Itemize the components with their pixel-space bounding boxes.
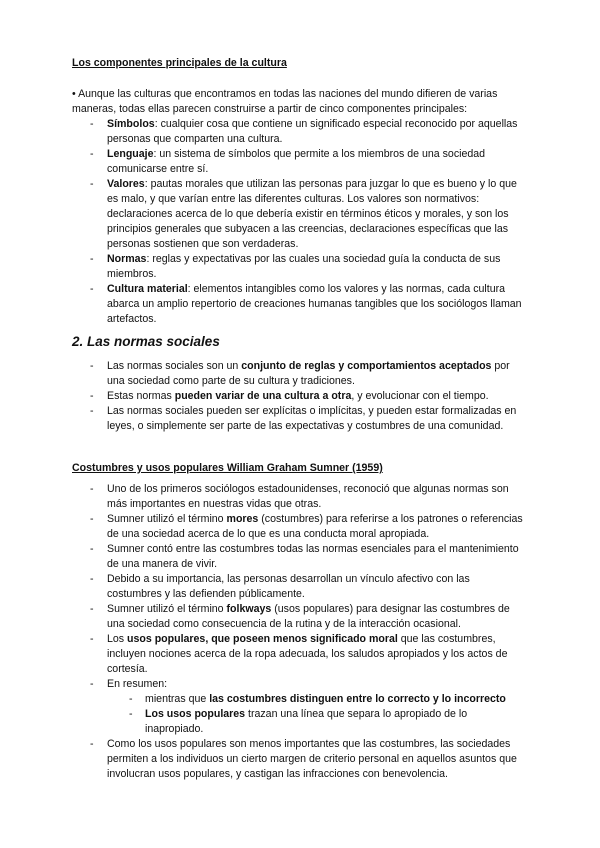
- intro-paragraph: • Aunque las culturas que encontramos en todas las naciones del mundo difieren de varias maneras, todas ellas parecen construirse a partir de cinco componentes principales:: [72, 88, 498, 115]
- term: Símbolos: [107, 118, 155, 130]
- list-item: - Normas: reglas y expectativas por las cuales una sociedad guía la conducta de sus miembros.: [90, 252, 526, 282]
- list-item: - Sumner utilizó el término folkways (usos populares) para designar las costumbres de una sociedad como consecuencia de la rutina y de la interacción ocasional.: [90, 602, 526, 632]
- list-item: - Lenguaje: un sistema de símbolos que permite a los miembros de una sociedad comunicarse entre sí.: [90, 147, 526, 177]
- list-item-summary: - En resumen: - mientras que las costumbres distinguen entre lo correcto y lo incorrecto - Los usos populares trazan una línea que separa lo apropiado de lo inapropiado.: [90, 677, 526, 737]
- list-item: - Símbolos: cualquier cosa que contiene un significado especial reconocido por aquellas personas que comparten una cultura.: [90, 117, 526, 147]
- normas-list: [90, 359, 526, 434]
- sublist-item: - mientras que las costumbres distinguen entre lo correcto y lo incorrecto: [125, 692, 526, 707]
- section-title-componentes: Los componentes principales de la cultura: [72, 57, 287, 69]
- term: Cultura material: [107, 283, 188, 295]
- list-item: - Sumner utilizó el término mores (costumbres) para referirse a los patrones o referencias de una sociedad acerca de lo que es una conducta moral apropiada.: [90, 512, 526, 542]
- term: Normas: [107, 253, 147, 265]
- list-item: - Sumner contó entre las costumbres todas las normas esenciales para el mantenimiento de una manera de vivir.: [90, 542, 526, 572]
- list-item: - Estas normas pueden variar de una cultura a otra, y evolucionar con el tiempo.: [90, 389, 526, 404]
- list-item: - Los usos populares, que poseen menos significado moral que las costumbres, incluyen nociones acerca de la ropa adecuada, los saludos apropiados y los actos de cortesía.: [90, 632, 526, 677]
- list-item: - Las normas sociales pueden ser explícitas o implícitas, y pueden estar formalizadas en leyes, o simplemente ser parte de las expectativas y costumbres de una comunidad.: [90, 404, 526, 434]
- term: Valores: [107, 178, 145, 190]
- section-heading-normas: 2. Las normas sociales: [72, 334, 220, 349]
- sublist-item: - Los usos populares trazan una línea que separa lo apropiado de lo inapropiado.: [125, 707, 526, 737]
- list-item: - Debido a su importancia, las personas desarrollan un vínculo afectivo con las costumbres y las defienden públicamente.: [90, 572, 526, 602]
- components-list: [90, 117, 526, 327]
- list-item: - Las normas sociales son un conjunto de reglas y comportamientos aceptados por una sociedad como parte de su cultura y tradiciones.: [90, 359, 526, 389]
- summary-sublist: [125, 692, 526, 737]
- list-item: - Como los usos populares son menos importantes que las costumbres, las sociedades permiten a los individuos un cierto margen de criterio personal en aquellos asuntos que involucran usos populares, y castigan las infracciones con benevolencia.: [90, 737, 526, 782]
- list-item: - Valores: pautas morales que utilizan las personas para juzgar lo que es bueno y lo que es malo, y que varían entre las diferentes culturas. Los valores son normativos: declaraciones acerca de lo que debería existir en términos éticos y morales, y son los principios generales que subyacen a las creencias, declaraciones específicas que las personas sostienen que son verdaderas.: [90, 177, 526, 252]
- section-title-costumbres: Costumbres y usos populares William Graham Sumner (1959): [72, 462, 383, 474]
- costumbres-list: [90, 482, 526, 782]
- term: Lenguaje: [107, 148, 154, 160]
- list-item: - Cultura material: elementos intangibles como los valores y las normas, cada cultura abarca un amplio repertorio de creaciones humanas tangibles que los sociólogos llaman artefactos.: [90, 282, 526, 327]
- list-item: - Uno de los primeros sociólogos estadounidenses, reconoció que algunas normas son más importantes en nuestras vidas que otras.: [90, 482, 526, 512]
